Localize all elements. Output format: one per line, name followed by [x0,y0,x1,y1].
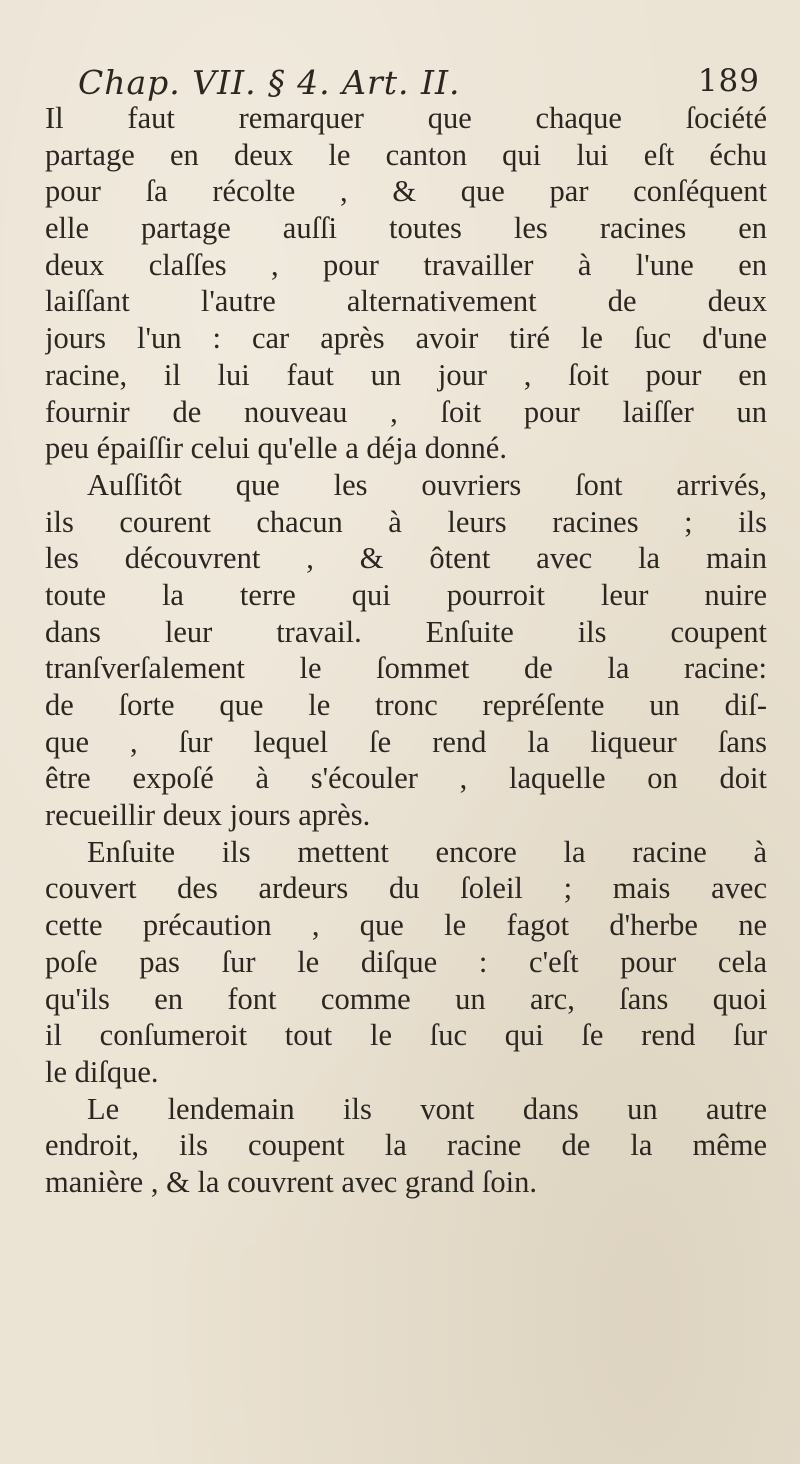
text-line: manière , & la couvrent avec grand ſoin. [45,1164,538,1199]
text-line: laiſſant l'autre alternativement de deux [45,284,767,319]
text-line: toute la terre qui pourroit leur nuire [45,577,767,612]
text-line: Il faut remarquer que chaque ſociété [45,101,767,135]
text-line: recueillir deux jours après. [45,798,371,833]
text-line: cette précaution , que le fagot d'herbe ne [45,908,767,943]
text-line: poſe pas ſur le diſque : c'eſt pour cela [45,944,767,979]
chapter-heading: Chap. VII. § 4. Art. II. [78,63,461,102]
text-line: le diſque. [45,1054,159,1089]
text-line: fournir de nouveau , ſoit pour laiſſer un [45,394,767,429]
text-line: pour ſa récolte , & que par conſéquent [45,174,767,209]
text-line: être expoſé à s'écouler , laquelle on doit [45,761,767,796]
text-line: que , ſur lequel ſe rend la liqueur ſans [45,724,767,759]
page-number: 189 [697,63,760,99]
text-line: les découvrent , & ôtent avec la main [45,541,767,576]
text-line: il conſumeroit tout le ſuc qui ſe rend ſur [45,1018,767,1053]
text-line: endroit, ils coupent la racine de la même [45,1128,767,1163]
text-line: qu'ils en font comme un arc, ſans quoi [45,981,767,1016]
text-line: Auſſitôt que les ouvriers ſont arrivés, [87,467,767,502]
text-line: deux claſſes , pour travailler à l'une en [45,247,767,282]
text-line: Enſuite ils mettent encore la racine à [87,834,767,869]
text-line: dans leur travail. Enſuite ils coupent [45,614,767,649]
running-head [78,63,778,102]
text-line: tranſverſalement le ſommet de la racine: [45,651,767,686]
text-line: elle partage auſſi toutes les racines en [45,211,767,246]
text-line: couvert des ardeurs du ſoleil ; mais avec [45,871,767,906]
text-line: de ſorte que le tronc repréſente un diſ- [45,688,767,722]
text-line: peu épaiſſir celui qu'elle a déja donné. [45,431,507,466]
text-line: Le lendemain ils vont dans un autre [87,1091,767,1126]
text-line: ils courent chacun à leurs racines ; ils [45,504,767,539]
text-line: partage en deux le canton qui lui eſt échu [45,137,767,172]
text-line: racine, il lui faut un jour , ſoit pour en [45,357,767,392]
body-text [45,100,767,1201]
text-line: jours l'un : car après avoir tiré le ſuc d'une [45,321,767,356]
